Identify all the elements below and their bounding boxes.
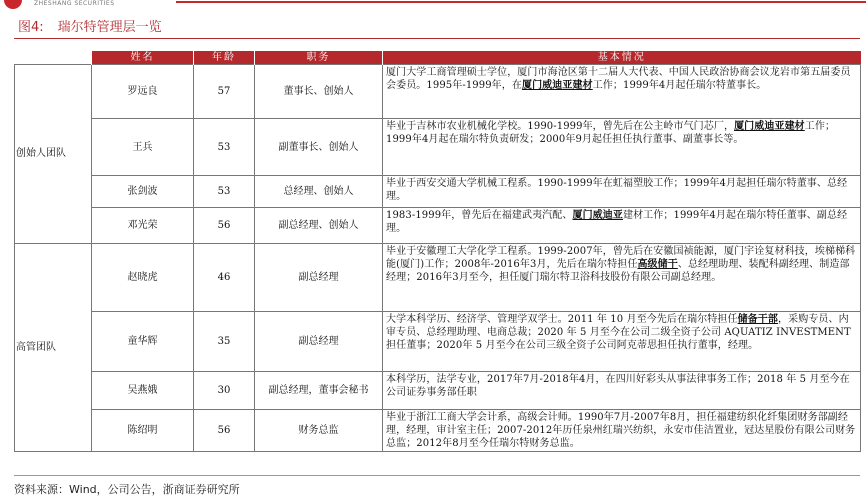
age-cell: 56 <box>194 208 255 244</box>
age-cell: 53 <box>194 176 255 208</box>
col-name-header: 姓名 <box>92 51 194 65</box>
description-cell <box>383 119 861 176</box>
group-founders: 创始人团队 <box>15 65 92 244</box>
name-cell: 赵晓虎 <box>92 244 194 312</box>
description-cell <box>383 208 861 244</box>
name-cell: 吴燕娥 <box>92 372 194 410</box>
name-cell: 王兵 <box>92 119 194 176</box>
description-text: 大学本科学历、经济学、管理学双学士。2011 年 10 月至今先后在瑞尔特担任 <box>386 314 738 325</box>
description-text: 1983-1999年，曾先后在福建武夷汽配、 <box>386 210 573 221</box>
description-text: 建材工作；1999年4月起在瑞尔特任董事、副总经理。 <box>386 210 848 234</box>
description-text: 本科学历，法学专业，2017年7月-2018年4月，在四川好彩头从事法律事务工作；2018 年 5 月至今在公司证券事务部任职 <box>386 374 850 398</box>
table-row <box>15 372 861 410</box>
description-text: 毕业于西安交通大学机械工程系。1990-1999年在虹福塑胶工作；1999年4月起担任瑞尔特董事、总经理。 <box>386 178 848 202</box>
age-cell: 53 <box>194 119 255 176</box>
col-age-header: 年龄 <box>194 51 255 65</box>
title-cell: 副总经理 <box>255 244 383 312</box>
age-cell: 35 <box>194 312 255 372</box>
title-cell: 副董事长、创始人 <box>255 119 383 176</box>
description-text: ，采购专员、内审专员、总经理助理、电商总裁；2020 年 5 月至今在公司二级全资子公司 AQUATIZ INVESTMENT担任董事；2020年 5 月至今在公司三级全资子公司阿克蒂思担任执行董事，经理。 <box>386 314 851 351</box>
highlighted-company: 厦门威迪亚建材 <box>734 121 805 132</box>
group-management: 高管团队 <box>15 244 92 452</box>
figure-label: 图4: <box>18 20 44 35</box>
highlighted-company: 高级储干 <box>637 259 678 270</box>
description-text: 、总经理助理、装配科副经理、制造部经理；2016年3月至今，担任厦门瑞尔特卫浴科技股份有限公司副总经理。 <box>386 259 850 283</box>
age-cell: 56 <box>194 410 255 452</box>
table-row <box>15 312 861 372</box>
source-note: 资料来源：Wind，公司公告，浙商证券研究所 <box>14 483 240 496</box>
report-header <box>0 0 866 14</box>
description-text: 工作；1999年4月起在瑞尔特负责研发；2000年9月起任担任执行董事、副董事长等。 <box>386 121 836 145</box>
col-title-header: 职务 <box>255 51 383 65</box>
title-cell: 副总经理、创始人 <box>255 208 383 244</box>
title-cell: 财务总监 <box>255 410 383 452</box>
name-cell: 罗远良 <box>92 65 194 119</box>
description-text: 工作；1999年4月起任瑞尔特董事长。 <box>592 80 767 91</box>
description-text: 毕业于吉林市农业机械化学校。1990-1999年，曾先后在公主岭市气门芯厂， <box>386 121 735 132</box>
management-table <box>14 51 861 452</box>
table-header-row <box>15 51 861 65</box>
table-row <box>15 410 861 452</box>
title-cell: 副总经理，董事会秘书 <box>255 372 383 410</box>
title-cell: 总经理、创始人 <box>255 176 383 208</box>
age-cell: 30 <box>194 372 255 410</box>
source-rule <box>14 475 860 476</box>
col-desc-header: 基本情况 <box>383 51 861 65</box>
table-row <box>15 65 861 119</box>
name-cell: 邓光荣 <box>92 208 194 244</box>
highlighted-company: 厦门威迪亚建材 <box>521 80 593 91</box>
header-rule <box>176 1 866 3</box>
brand-logo-icon <box>4 0 22 9</box>
title-cell: 副总经理 <box>255 312 383 372</box>
table-row <box>15 244 861 312</box>
description-cell <box>383 312 861 372</box>
figure-title-rule <box>14 38 860 39</box>
table-row <box>15 208 861 244</box>
description-cell <box>383 244 861 312</box>
description-cell <box>383 372 861 410</box>
description-cell <box>383 410 861 452</box>
description-cell <box>383 176 861 208</box>
age-cell: 57 <box>194 65 255 119</box>
title-cell: 董事长、创始人 <box>255 65 383 119</box>
table-row <box>15 176 861 208</box>
name-cell: 张剑波 <box>92 176 194 208</box>
brand-name: ZHESHANG SECURITIES <box>34 0 115 7</box>
figure-title-text: 瑞尔特管理层一览 <box>57 20 162 35</box>
name-cell: 童华辉 <box>92 312 194 372</box>
highlighted-company: 厦门威迪亚 <box>572 210 623 221</box>
highlighted-company: 储备干部 <box>737 314 779 325</box>
group-header <box>15 51 92 65</box>
figure-title <box>18 16 162 35</box>
table-row <box>15 119 861 176</box>
description-text: 毕业于安徽理工大学化学工程系。1999-2007年，曾先后在安徽国祯能源，厦门宇诠复材科技，埃梯梯科能(厦门)工作；2008年-2016年3月，先后在瑞尔特担任 <box>386 246 856 270</box>
age-cell: 46 <box>194 244 255 312</box>
description-text: 厦门大学工商管理硕士学位，厦门市海沧区第十二届人大代表、中国人民政治协商会议龙岩市第五届委员会委员。1995年-1999年，在 <box>386 67 851 91</box>
description-cell <box>383 65 861 119</box>
name-cell: 陈绍明 <box>92 410 194 452</box>
description-text: 毕业于浙江工商大学会计系，高级会计师。1990年7月-2007年8月，担任福建纺织化纤集团财务部副经理，经理，审计室主任；2007-2012年历任泉州红瑞兴纺织，永安市佳洁置业，冠达星股份有限公司财务总监；2012年8月至今任瑞尔特财务总监。 <box>386 412 856 449</box>
